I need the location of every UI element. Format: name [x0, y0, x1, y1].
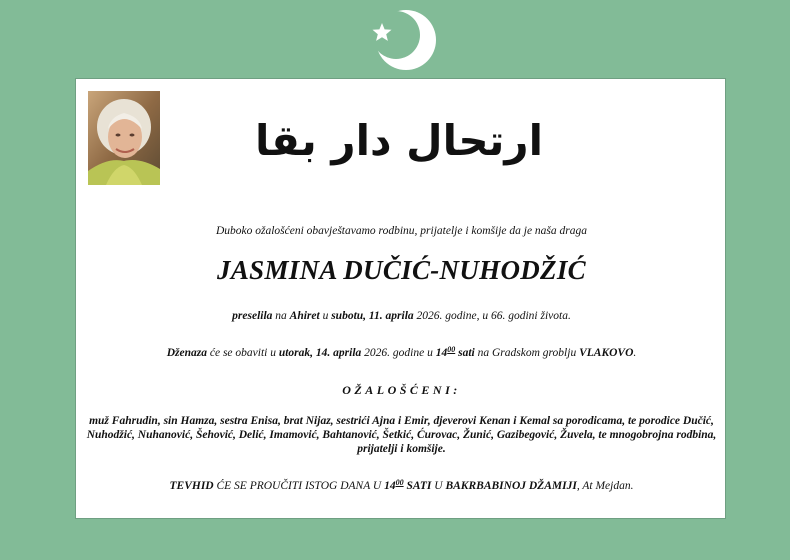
obituary-card: [75, 78, 726, 519]
mourners-list: muž Fahrudin, sin Hamza, sestra Enisa, brat Nijaz, sestrići Ajna i Emir, djeverovi Kenan i Kemal sa porodicama, te porodice Dučić, Nuhodžić, Nuhanović, Šehović, Delić, Imamović, Bahtanović, Šetkić, Ćurovac, Žunić, Gazibegović, Žuvela, te mnogobrojna rodbina, prijatelji i komšije.: [86, 415, 717, 455]
portrait-photo: [88, 91, 160, 185]
tevhid-info: TEVHID ĆE SE PROUČITI ISTOG DANA U $14^{00}$ SATI U BAKRBABINOJ DŽAMIJI, At Mejdan.: [169, 478, 634, 492]
death-info: preselila na Ahiret u subotu, 11. aprila 2026. godine, u 66. godini života.: [232, 310, 571, 322]
arabic-calligraphy: [255, 97, 543, 175]
crescent-star-icon: [366, 8, 438, 72]
intro-text: Duboko ožalošćeni obavještavamo rodbinu, prijatelje i komšije da je naša draga: [215, 225, 588, 237]
funeral-info: Dženaza će se obaviti u utorak, 14. aprila 2026. godine u $14^{00}$ sati na Gradskom groblju VLAKOVO.: [166, 345, 637, 359]
svg-text:ارتحال دار بقا: ارتحال دار بقا: [255, 116, 543, 165]
deceased-name: JASMINA DUČIĆ-NUHODŽIĆ: [217, 255, 586, 285]
mourners-heading: OŽALOŠĆENI:: [342, 383, 461, 397]
